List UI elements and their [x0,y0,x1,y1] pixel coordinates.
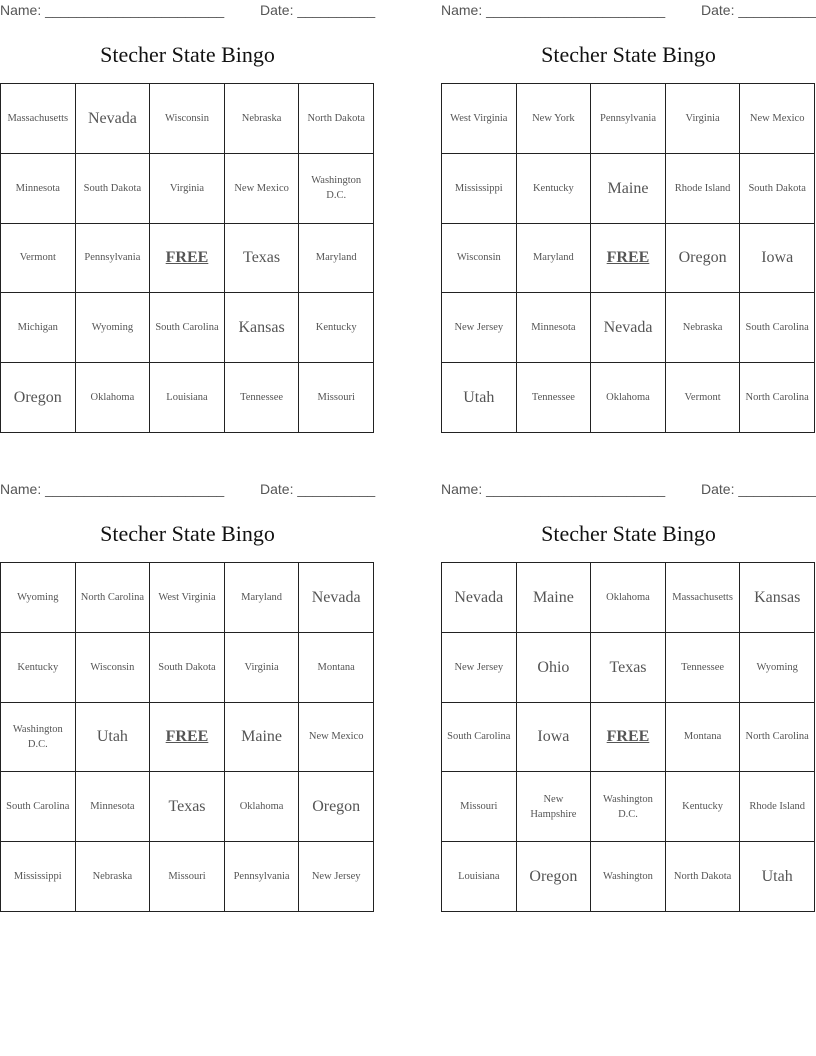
card-header [0,479,375,501]
bingo-cell: New Mexico [740,84,815,154]
bingo-cell: West Virginia [442,84,517,154]
bingo-cell: Tennessee [517,363,592,433]
bingo-cell: Kentucky [1,633,76,703]
bingo-cell: Mississippi [1,842,76,912]
bingo-cell: Missouri [299,363,374,433]
bingo-cell: North Carolina [740,703,815,773]
bingo-cell: Utah [740,842,815,912]
bingo-cell: Wisconsin [442,224,517,294]
bingo-cell: Montana [299,633,374,703]
bingo-cell: Missouri [150,842,225,912]
bingo-cell: Minnesota [1,154,76,224]
bingo-cell: Texas [150,772,225,842]
card-title: Stecher State Bingo [541,521,716,546]
bingo-cell: Washington D.C. [299,154,374,224]
free-space-cell: FREE [150,703,225,773]
bingo-cell: Missouri [442,772,517,842]
bingo-cell: Mississippi [442,154,517,224]
bingo-cell: Louisiana [442,842,517,912]
bingo-cell: Rhode Island [666,154,741,224]
bingo-cell: Oregon [1,363,76,433]
bingo-cell: Maryland [299,224,374,294]
bingo-cell: Iowa [517,703,592,773]
bingo-cell: South Dakota [740,154,815,224]
bingo-cell: Michigan [1,293,76,363]
bingo-cell: Pennsylvania [591,84,666,154]
bingo-cell: Pennsylvania [225,842,300,912]
bingo-card-1 [0,0,375,420]
card-title: Stecher State Bingo [100,521,275,546]
bingo-cell: New York [517,84,592,154]
card-header [0,0,375,22]
bingo-cell: Washington D.C. [591,772,666,842]
bingo-cell: Kentucky [299,293,374,363]
bingo-cell: Wisconsin [76,633,151,703]
bingo-cell: Utah [76,703,151,773]
bingo-cell: Maryland [517,224,592,294]
bingo-cell: New Jersey [442,293,517,363]
bingo-cell: Oregon [299,772,374,842]
bingo-cell: West Virginia [150,563,225,633]
bingo-cell: Oregon [517,842,592,912]
bingo-cell: Kansas [225,293,300,363]
date-field-label: Date: __________ [260,481,376,497]
bingo-cell: Nebraska [76,842,151,912]
bingo-cell: Oklahoma [591,363,666,433]
bingo-cell: South Carolina [150,293,225,363]
bingo-card-3 [0,479,375,899]
bingo-cell: Pennsylvania [76,224,151,294]
bingo-cell: Wisconsin [150,84,225,154]
bingo-cell: Nevada [442,563,517,633]
free-space-cell: FREE [591,703,666,773]
bingo-grid [0,83,374,433]
bingo-cell: South Carolina [442,703,517,773]
bingo-card-4 [441,479,816,899]
date-field-label: Date: __________ [701,2,816,18]
bingo-cell: Washington D.C. [1,703,76,773]
bingo-cell: Minnesota [517,293,592,363]
bingo-cell: Maryland [225,563,300,633]
bingo-card-2 [441,0,816,420]
bingo-cell: Vermont [666,363,741,433]
free-space-cell: FREE [150,224,225,294]
bingo-cell: Nebraska [225,84,300,154]
bingo-cell: Oklahoma [591,563,666,633]
bingo-cell: North Dakota [666,842,741,912]
bingo-cell: Wyoming [76,293,151,363]
bingo-cell: Virginia [225,633,300,703]
date-field-label: Date: __________ [260,2,376,18]
bingo-cell: South Carolina [1,772,76,842]
bingo-cell: Nevada [591,293,666,363]
bingo-cell: Minnesota [76,772,151,842]
bingo-cell: Maine [517,563,592,633]
name-field-label: Name: _______________________ [441,2,666,18]
name-field-label: Name: _______________________ [0,2,225,18]
card-header [441,479,816,501]
bingo-cell: New Mexico [225,154,300,224]
bingo-cell: Texas [225,224,300,294]
bingo-cell: Oregon [666,224,741,294]
bingo-cell: Rhode Island [740,772,815,842]
bingo-cell: Maine [225,703,300,773]
bingo-cell: Massachusetts [1,84,76,154]
bingo-cell: Tennessee [666,633,741,703]
bingo-cell: Ohio [517,633,592,703]
card-title: Stecher State Bingo [541,42,716,67]
bingo-cell: Iowa [740,224,815,294]
bingo-cell: North Dakota [299,84,374,154]
bingo-cell: Louisiana [150,363,225,433]
bingo-cell: Oklahoma [76,363,151,433]
bingo-cell: Nevada [76,84,151,154]
bingo-cell: Vermont [1,224,76,294]
bingo-cell: Massachusetts [666,563,741,633]
bingo-cell: Kentucky [517,154,592,224]
bingo-grid [441,83,815,433]
bingo-cell: Montana [666,703,741,773]
card-title: Stecher State Bingo [100,42,275,67]
name-field-label: Name: _______________________ [0,481,225,497]
bingo-cell: South Dakota [76,154,151,224]
bingo-cell: Washington [591,842,666,912]
bingo-cell: New Jersey [299,842,374,912]
bingo-cell: Virginia [666,84,741,154]
bingo-cell: South Dakota [150,633,225,703]
free-space-cell: FREE [591,224,666,294]
bingo-cell: Maine [591,154,666,224]
bingo-cell: Wyoming [1,563,76,633]
bingo-grid [441,562,815,912]
bingo-cell: Virginia [150,154,225,224]
bingo-cell: New Mexico [299,703,374,773]
bingo-cell: Texas [591,633,666,703]
bingo-cell: Oklahoma [225,772,300,842]
bingo-cell: Nevada [299,563,374,633]
bingo-cell: Kansas [740,563,815,633]
bingo-cell: Tennessee [225,363,300,433]
bingo-cell: South Carolina [740,293,815,363]
bingo-cell: Utah [442,363,517,433]
bingo-cell: Nebraska [666,293,741,363]
bingo-cell: New Jersey [442,633,517,703]
bingo-cell: North Carolina [740,363,815,433]
card-header [441,0,816,22]
bingo-cell: Kentucky [666,772,741,842]
bingo-cell: New Hampshire [517,772,592,842]
bingo-cell: Wyoming [740,633,815,703]
bingo-cell: North Carolina [76,563,151,633]
date-field-label: Date: __________ [701,481,816,497]
bingo-grid [0,562,374,912]
name-field-label: Name: _______________________ [441,481,666,497]
